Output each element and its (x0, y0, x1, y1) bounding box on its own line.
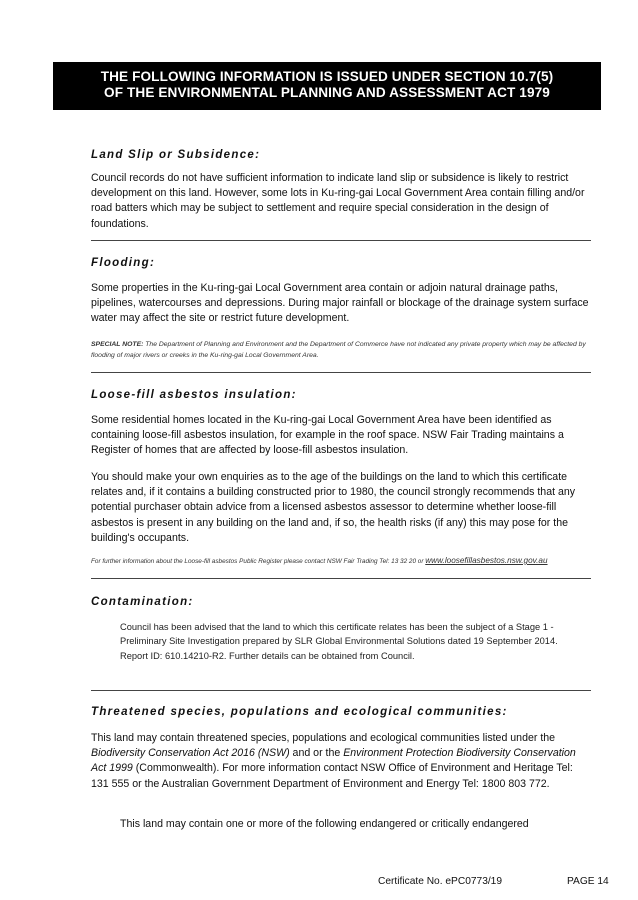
flooding-body: Some properties in the Ku-ring-gai Local Government area contain or adjoin natural drainage paths, pipelines, watercourses and depressions. During major rainfall or blockage of the drainage system surface water may affect the site or restrict future development. (91, 282, 589, 325)
asbestos-heading: Loose-fill asbestos insulation: (91, 389, 297, 401)
certificate-number: Certificate No. ePC0773/19 (378, 876, 503, 887)
special-note-label: SPECIAL NOTE: (91, 341, 144, 348)
contamination-body: Council has been advised that the land to which this certificate relates has been the subject of a Stage 1 - Preliminary Site Investigation prepared by SLR Global Environmental Solutions dated 19 September 2014. Report ID: 610.14210-R2. Further details can be obtained from Council. (120, 622, 558, 661)
section-divider (91, 372, 591, 373)
special-note-text: The Department of Planning and Environment and the Department of Commerce have not indicated any private property which may be affected by flooding of major rivers or creeks in the Ku-ring-gai Local Government Area. (91, 341, 586, 359)
page-number: PAGE 14 (567, 876, 609, 887)
landslip-body: Council records do not have sufficient information to indicate land slip or subsidence is likely to restrict development on this land. However, some lots in Ku-ring-gai Local Government Area contain filling and/or road batters which may be subject to settlement and require special consideration in the design of foundations. (91, 172, 585, 230)
flooding-heading: Flooding: (91, 257, 156, 269)
banner-line-2: OF THE ENVIRONMENTAL PLANNING AND ASSESSMENT ACT 1979 (104, 85, 550, 100)
act-name: Biodiversity Conservation Act 2016 (NSW) (91, 747, 290, 760)
landslip-heading: Land Slip or Subsidence: (91, 149, 261, 161)
threatened-species-heading: Threatened species, populations and ecological communities: (91, 706, 508, 718)
body-text: This land may contain threatened species, populations and ecological communities listed under the (91, 732, 556, 744)
section-divider (91, 240, 591, 241)
section-divider (91, 690, 591, 691)
contamination-heading: Contamination: (91, 596, 194, 608)
banner-line-1: THE FOLLOWING INFORMATION IS ISSUED UNDER SECTION 10.7(5) (100, 69, 554, 84)
flooding-special-note (91, 340, 591, 361)
asbestos-footnote (91, 556, 591, 565)
asbestos-register-link[interactable]: www.loosefillasbestos.nsw.gov.au (425, 556, 548, 565)
asbestos-body-1: Some residential homes located in the Ku-ring-gai Local Government Area have been identified as containing loose-fill asbestos insulation, for example in the roof space. NSW Fair Trading maintains a Register of homes that are affected by loose-fill asbestos insulation. (91, 414, 564, 457)
threatened-species-continuation: This land may contain one or more of the following endangered or critically endangered (120, 818, 529, 830)
section-banner (53, 62, 601, 110)
act-name: Environment Protection Biodiversity Conservation Act 1999 (91, 747, 576, 775)
threatened-species-body (91, 731, 591, 792)
footnote-text: For further information about the Loose-fill asbestos Public Register please contact NSW Fair Trading Tel: 13 32 20 or (91, 558, 426, 565)
section-divider (91, 578, 591, 579)
body-text: and or the (289, 747, 344, 760)
asbestos-body-2: You should make your own enquiries as to the age of the buildings on the land to which this certificate relates and, if it contains a building constructed prior to 1980, the council strongly recommends that any potential purchaser obtain advice from a licensed asbestos assessor to determine whether loose-fill asbestos is present in any building on the land and, if so, the health risks (if any) this may pose for the building's occupants. (91, 471, 576, 544)
body-text: (Commonwealth). For more information contact NSW Office of Environment and Heritage Tel: 131 555 or the Australian Government Department of Environment and Energy Tel: 1800 803 772. (91, 762, 573, 790)
